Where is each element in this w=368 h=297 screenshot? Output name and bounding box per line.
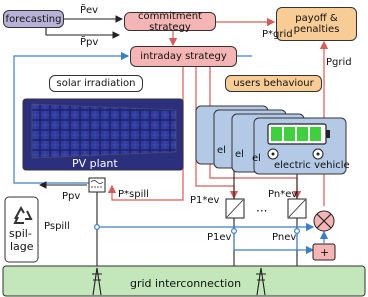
- ev-card-label-3: el: [217, 145, 226, 156]
- p-grid-label: Pgrid: [326, 57, 352, 68]
- p-spill-label: Pspill: [44, 221, 70, 232]
- p-evn-label: Pnev: [272, 232, 297, 243]
- payoff-label-line2: penalties: [293, 24, 340, 35]
- battery-icon: [268, 124, 330, 144]
- p-grid-star-label: P*grid: [262, 29, 293, 40]
- p-ev-forecast-label: P̃ev: [80, 5, 99, 16]
- spillage-label-line1: spil-: [9, 227, 32, 240]
- spill-converter: [89, 178, 105, 192]
- intraday-strategy-label: intraday strategy: [140, 51, 227, 62]
- grid-interconnection-label: grid interconnection: [130, 277, 242, 290]
- users-behaviour-block: [225, 75, 322, 92]
- intraday-strategy-block: [130, 46, 237, 67]
- solar-irradiation-label: solar irradiation: [56, 78, 136, 89]
- electric-vehicle-label: electric vehicle: [274, 160, 350, 171]
- plus-sign: +: [320, 246, 330, 259]
- p-pv-forecast-label: P̃pv: [80, 37, 99, 48]
- pv-grid-measure-dot: [95, 225, 100, 230]
- p-pv-label: Ppv: [62, 191, 81, 202]
- p-evn-star-label: Pn*ev: [268, 189, 298, 200]
- solar-irradiation-block: [49, 75, 143, 92]
- ellipsis-label: ···: [256, 204, 268, 218]
- pv-plant-label: PV plant: [72, 157, 118, 170]
- ev1-measure-dot: [232, 229, 237, 234]
- ev-card-label-2: el: [235, 149, 244, 160]
- p-ev1-star-label: P1*ev: [190, 195, 220, 206]
- commitment-strategy-label: commitment strategy: [138, 10, 202, 33]
- forecasting-block: [3, 10, 64, 28]
- users-behaviour-label: users behaviour: [233, 78, 314, 89]
- forecasting-label: forecasting: [5, 13, 62, 25]
- solar-cells: [32, 104, 176, 158]
- ev-card-label-1: el: [252, 153, 261, 164]
- commitment-strategy-block: [124, 12, 216, 31]
- p-spill-star-label: P*spill: [118, 189, 149, 200]
- spillage-label-line2: lage: [10, 240, 34, 253]
- payoff-label-line1: payoff &: [295, 13, 338, 24]
- p-ev1-label: P1ev: [207, 232, 232, 243]
